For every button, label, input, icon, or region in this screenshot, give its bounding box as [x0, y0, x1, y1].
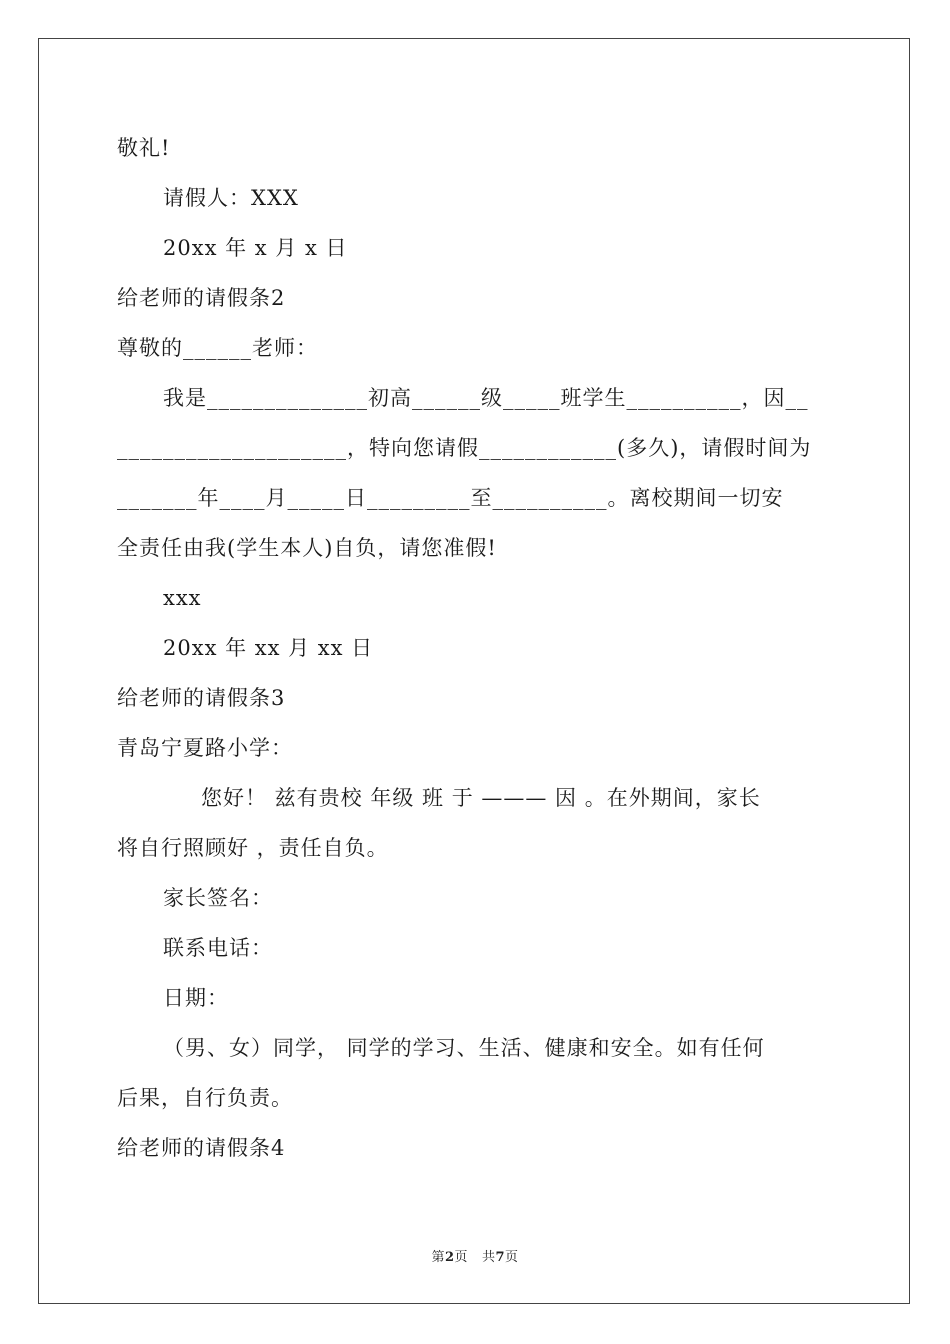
footer-page-suffix: 页 — [454, 1250, 469, 1265]
date-line: 20xx 年 x 月 x 日 — [163, 236, 348, 260]
school-salutation: 青岛宁夏路小学： — [117, 736, 293, 760]
body-line-1: 我是______________初高______级_____班学生__________，因__ — [163, 386, 809, 410]
section-title-2: 给老师的请假条2 — [117, 286, 286, 310]
body-line-4: 全责任由我(学生本人)自负，请您准假! — [117, 536, 497, 560]
body-line-3: _______年____月_____日_________至__________。离校期间一切安 — [117, 486, 784, 510]
body-line-2: ____________________，特向您请假____________(多久)，请假时间为 — [117, 436, 812, 460]
date-line-2: 20xx 年 xx 月 xx 日 — [163, 636, 374, 660]
section-title-3: 给老师的请假条3 — [117, 686, 286, 710]
body-line-5: 您好！ 兹有贵校 年级 班 于 ——— 因 。在外期间，家长 — [201, 786, 761, 810]
body-line-8: 后果，自行负责。 — [117, 1086, 293, 1110]
date-label: 日期： — [163, 986, 229, 1010]
signature-line: xxx — [163, 586, 202, 610]
section-title-4: 给老师的请假条4 — [117, 1136, 286, 1160]
body-line-6: 将自行照顾好 ，责任自负。 — [117, 836, 389, 860]
document-body — [117, 128, 837, 1178]
page-footer — [0, 1246, 950, 1265]
closing-salute: 敬礼! — [117, 136, 171, 160]
body-line-7: （男、女）同学， 同学的学习、生活、健康和安全。如有任何 — [163, 1036, 765, 1060]
footer-total-suffix: 页 — [505, 1250, 519, 1265]
salutation-line: 尊敬的______老师： — [117, 336, 318, 360]
contact-phone-label: 联系电话： — [163, 936, 273, 960]
footer-prefix: 第 — [431, 1250, 445, 1265]
total-page-count: 7 — [495, 1250, 506, 1265]
footer-total-prefix: 共 — [481, 1250, 496, 1265]
current-page-number: 2 — [444, 1250, 455, 1265]
requester-line: 请假人：XXX — [163, 186, 299, 210]
parent-signature-label: 家长签名： — [163, 886, 273, 910]
